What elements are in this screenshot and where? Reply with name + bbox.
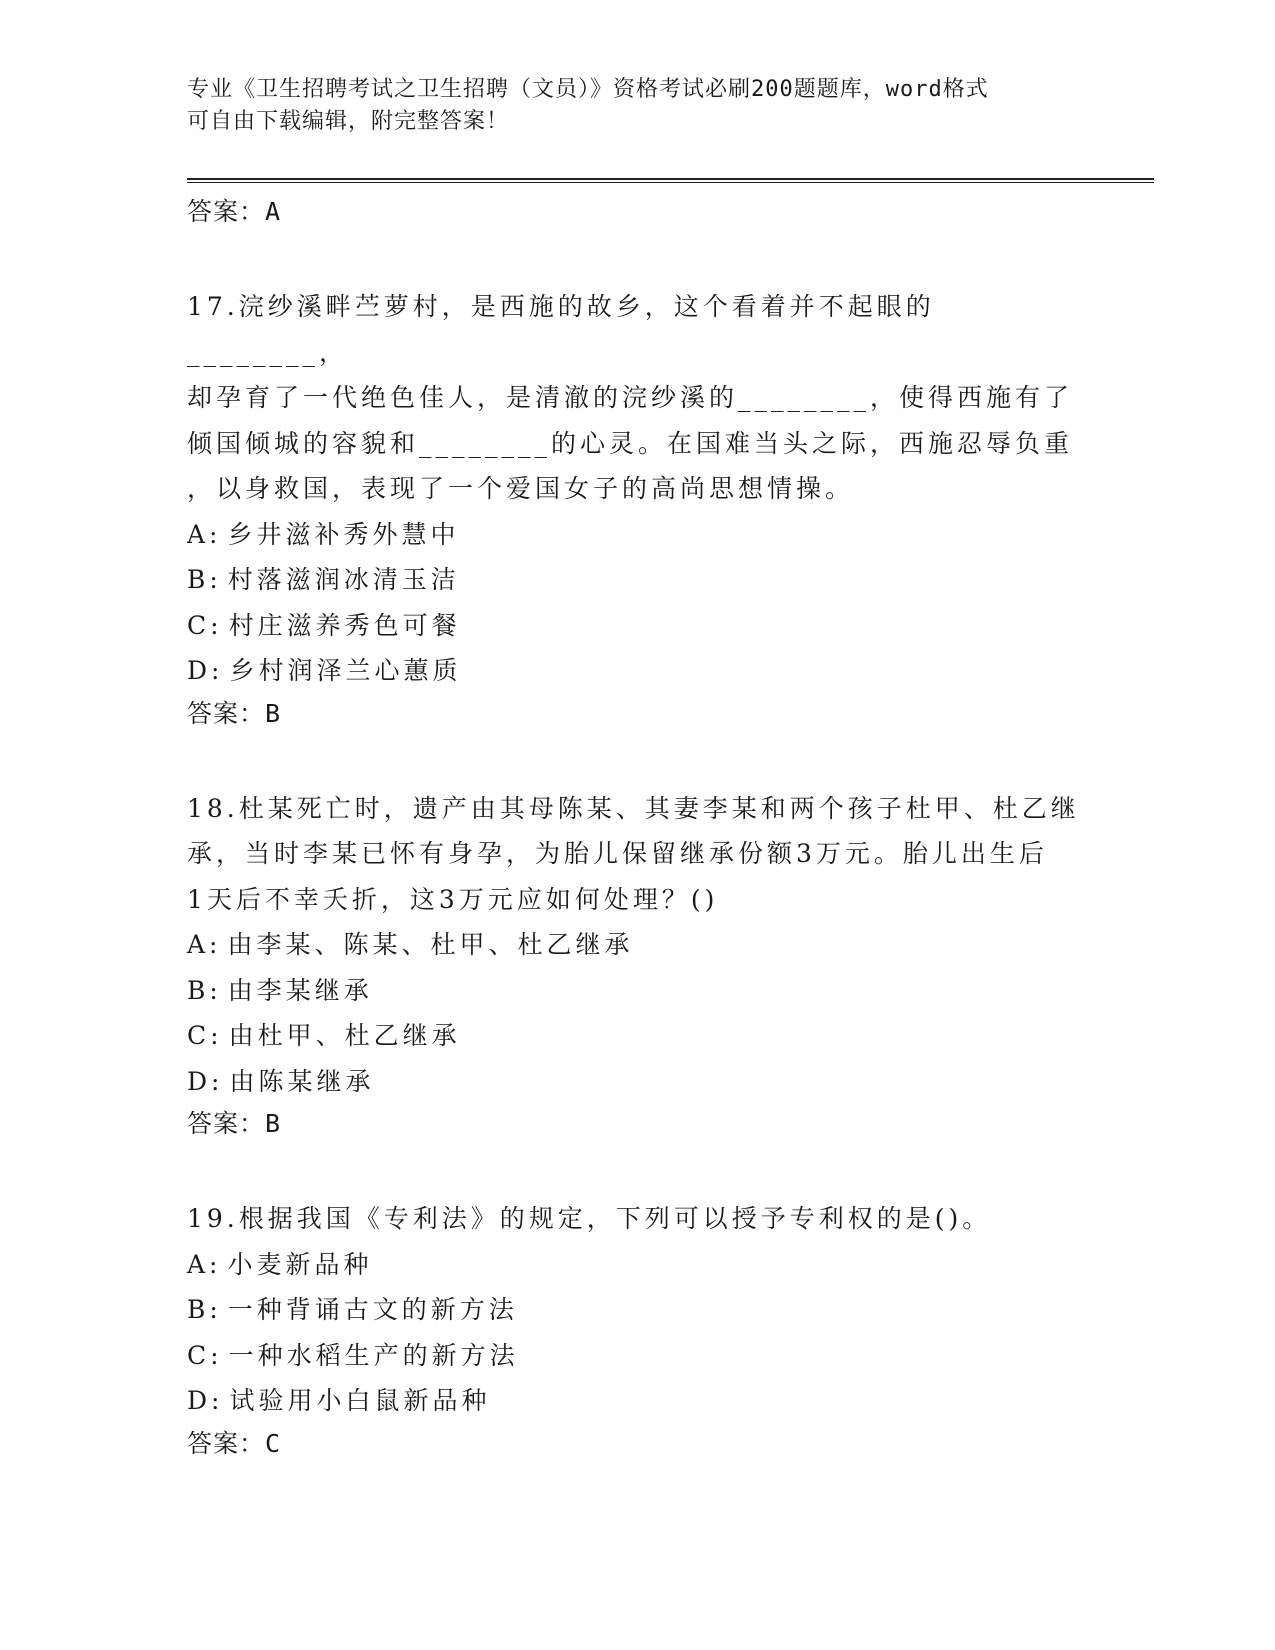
option-c (187, 603, 1087, 649)
header-line-1: 专业《卫生招聘考试之卫生招聘（文员）》资格考试必刷200题题库，word格式 (187, 77, 989, 102)
option-letter: A: (187, 1249, 222, 1279)
question-stem: 18.杜某死亡时，遗产由其母陈某、其妻李某和两个孩子杜甲、杜乙继 承，当时李某已怀有身孕，为胎儿保留继承份额3万元。胎儿出生后 1天后不幸夭折，这3万元应如何处理？() (187, 793, 1080, 914)
question-stem: 19.根据我国《专利法》的规定，下列可以授予专利权的是()。 (187, 1204, 992, 1233)
answer-line: 答案：B (187, 1109, 282, 1138)
option-letter: A: (187, 519, 222, 549)
option-text: 村庄滋养秀色可餐 (228, 610, 461, 640)
option-text: 一种背诵古文的新方法 (227, 1295, 518, 1324)
question-stem: 17.浣纱溪畔苎萝村，是西施的故乡，这个看着并不起眼的________， 却孕育了一代绝色佳人，是清澈的浣纱溪的________，使得西施有了 倾国倾城的容貌和________的心灵。在国难当头之际，西施忍辱负重 ，以身救国，表现了一个爱国女子的高尚思想情操。 (187, 292, 1074, 503)
option-d (187, 1378, 1087, 1424)
option-letter: B: (187, 975, 222, 1005)
option-letter: D: (187, 1066, 224, 1096)
option-d (187, 648, 1087, 694)
option-letter: C: (187, 1340, 223, 1370)
option-letter: A: (187, 930, 222, 959)
option-d (187, 1059, 1087, 1105)
option-b (187, 968, 1087, 1014)
header-line-2: 可自由下载编辑，附完整答案！ (187, 109, 510, 134)
option-letter: D: (187, 1386, 224, 1415)
question-17 (187, 284, 1087, 734)
option-c (187, 1013, 1087, 1059)
option-letter: D: (187, 656, 224, 685)
option-b (187, 1287, 1087, 1333)
option-a (187, 922, 1087, 968)
answer-line: 答案：C (187, 1428, 282, 1458)
option-letter: C: (187, 610, 223, 640)
header-divider (187, 178, 1154, 183)
answer-line: 答案：A (187, 197, 282, 226)
answer-line: 答案：B (187, 698, 282, 728)
option-text: 由李某继承 (227, 975, 373, 1005)
question-list (187, 192, 1087, 1464)
option-text: 试验用小白鼠新品种 (229, 1386, 491, 1415)
option-text: 由杜甲、杜乙继承 (228, 1021, 461, 1050)
question-19 (187, 1196, 1087, 1464)
option-letter: B: (187, 565, 222, 594)
option-letter: C: (187, 1021, 223, 1050)
option-text: 乡村润泽兰心蕙质 (229, 656, 462, 685)
option-a (187, 512, 1087, 558)
option-b (187, 557, 1087, 603)
page-header (187, 74, 1067, 138)
option-a (187, 1242, 1087, 1288)
option-text: 一种水稻生产的新方法 (228, 1340, 519, 1370)
option-text: 由陈某继承 (229, 1066, 375, 1096)
option-letter: B: (187, 1295, 222, 1324)
option-text: 村落滋润冰清玉洁 (227, 565, 460, 594)
option-c (187, 1333, 1087, 1379)
question-18 (187, 786, 1087, 1145)
option-text: 小麦新品种 (227, 1249, 373, 1279)
option-text: 乡井滋补秀外慧中 (227, 519, 460, 549)
option-text: 由李某、陈某、杜甲、杜乙继承 (227, 930, 634, 959)
